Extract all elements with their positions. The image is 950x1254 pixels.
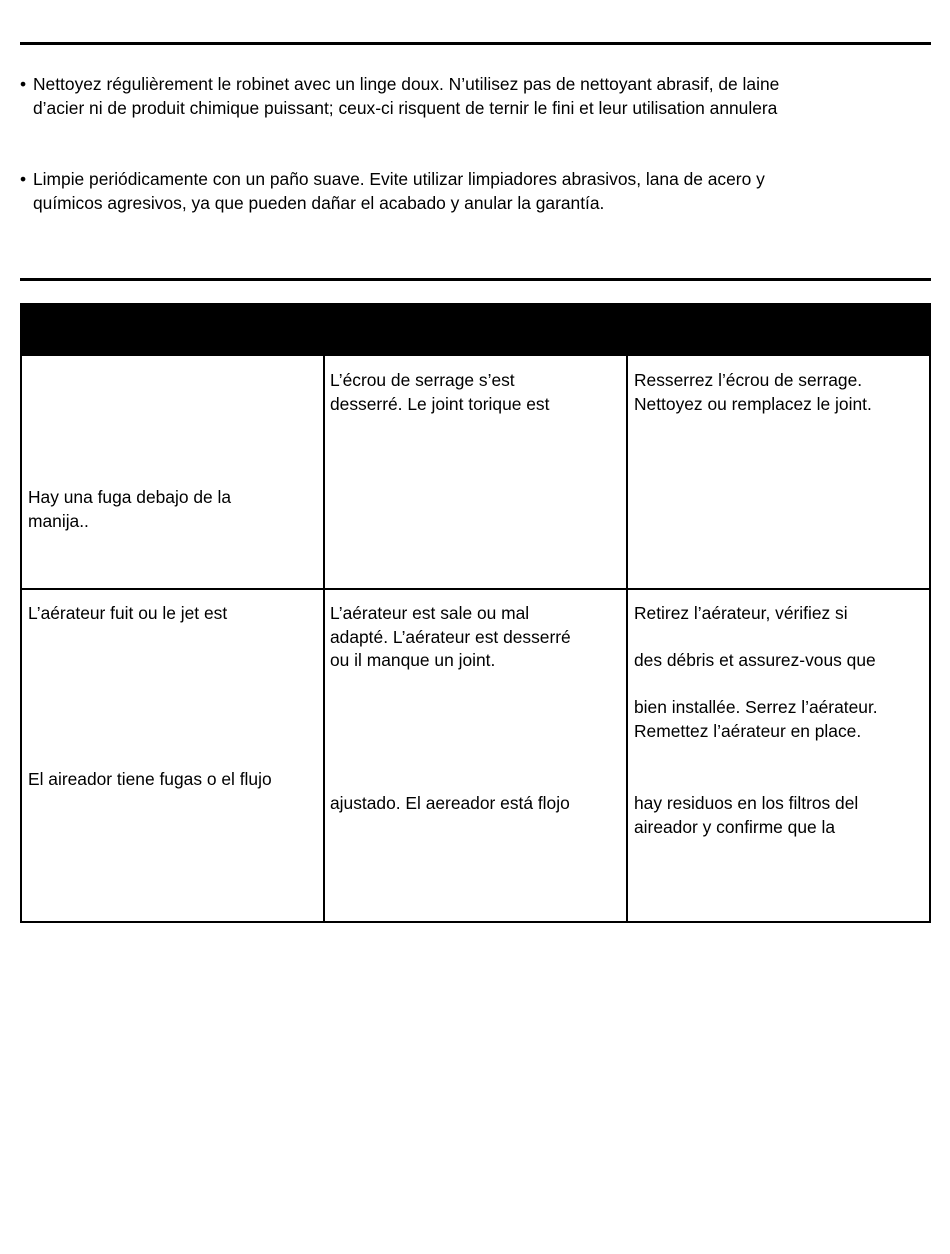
care-es-line-2: químicos agresivos, ya que pueden dañar el acabado y anular la garantía. [33, 193, 605, 213]
row2-problem-es: El aireador tiene fugas o el flujo [28, 769, 272, 789]
row1-problem-es: Hay una fuga debajo de la manija.. [28, 487, 232, 531]
care-es-line-1: Limpie periódicamente con un paño suave. Evite utilizar limpiadores abrasivos, lana de acero y [33, 169, 765, 189]
care-fr-line-2: d’acier ni de produit chimique puissant; ceux-ci risquent de ternir le fini et leur utilisation annulera [33, 98, 778, 118]
row2-solution-fr-a: Retirez l’aérateur, vérifiez si [634, 603, 848, 623]
row1-cause-fr: L’écrou de serrage s’est desserré. Le joint torique est [330, 370, 550, 414]
row2-problem-fr: L’aérateur fuit ou le jet est [28, 603, 228, 623]
care-instruction-fr [20, 72, 925, 120]
bullet-dot: • [20, 74, 27, 94]
row2-solution-es: hay residuos en los filtros del aireador y confirme que la [634, 793, 859, 837]
care-instruction-es [20, 167, 925, 215]
top-divider [20, 42, 931, 45]
row2-solution-fr-c: bien installée. Serrez l’aérateur. Remettez l’aérateur en place. [634, 697, 878, 741]
row1-solution-fr: Resserrez l’écrou de serrage. Nettoyez ou remplacez le joint. [634, 370, 872, 414]
row2-cause-es: ajustado. El aereador está flojo [330, 793, 570, 813]
section-divider [20, 278, 931, 281]
column-divider-1 [323, 356, 325, 921]
bullet-dot: • [20, 169, 27, 189]
column-divider-2 [626, 356, 628, 921]
row-divider [22, 588, 929, 590]
table-header-bar [20, 303, 931, 356]
row2-cause-fr: L’aérateur est sale ou mal adapté. L’aérateur est desserré ou il manque un joint. [330, 603, 571, 670]
row2-solution-fr-b: des débris et assurez-vous que [634, 650, 876, 670]
troubleshooting-table [20, 303, 931, 923]
care-fr-line-1: Nettoyez régulièrement le robinet avec un linge doux. N’utilisez pas de nettoyant abrasif, de laine [33, 74, 780, 94]
